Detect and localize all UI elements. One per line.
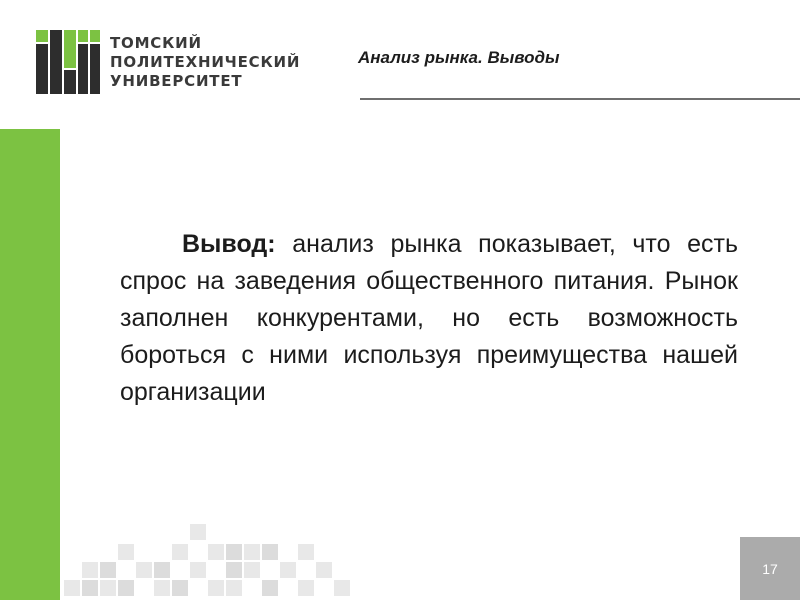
university-name [110,34,350,91]
university-name-line3: УНИВЕРСИТЕТ [110,72,243,90]
conclusion-paragraph [120,226,738,411]
university-name-line1: ТОМСКИЙ [110,34,202,52]
slide-title: Анализ рынка. Выводы [358,48,560,67]
university-name-line2: ПОЛИТЕХНИЧЕСКИЙ [110,53,301,71]
page-number: 17 [740,537,800,600]
decorative-pixel-pattern [60,520,360,600]
title-underline [360,98,800,100]
conclusion-label: Вывод: [182,230,276,258]
accent-sidebar [0,129,60,600]
conclusion-text: анализ рынка показывает, что есть спрос на заведения общественного питания. Рынок заполнен конкурентами, но есть возможность бороться с ними используя преимущества нашей организации [120,230,739,406]
tpu-pixel-logo-icon [36,30,100,94]
